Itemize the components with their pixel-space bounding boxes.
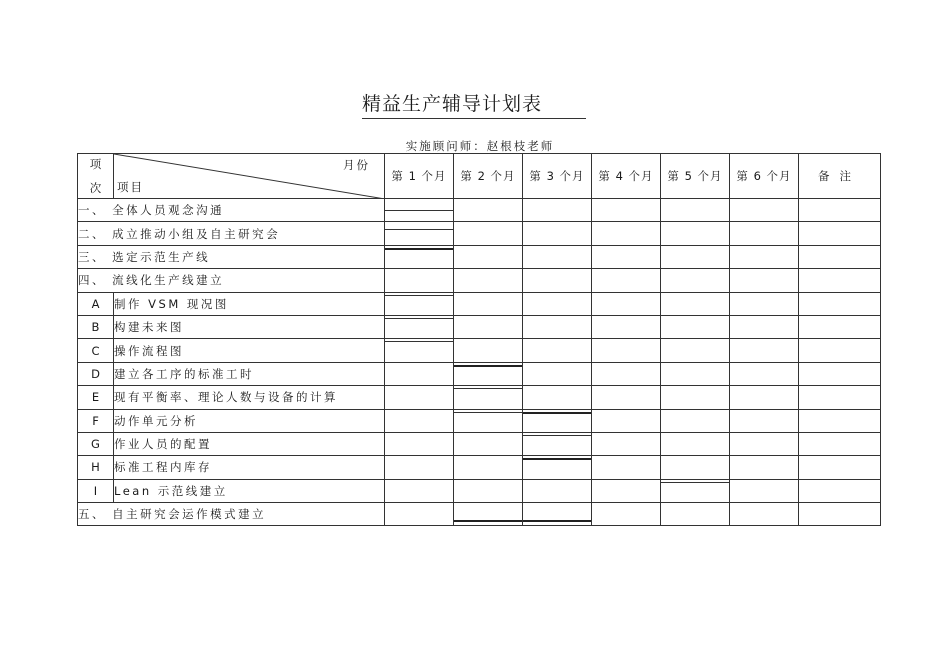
schedule-bar bbox=[385, 210, 453, 211]
month-cell-2 bbox=[454, 315, 523, 338]
month-header-5: 第 5 个月 bbox=[661, 154, 730, 199]
remark-header: 备注 bbox=[799, 154, 881, 199]
month-cell-5 bbox=[661, 479, 730, 502]
month-cell-5 bbox=[661, 199, 730, 222]
month-cell-4 bbox=[592, 409, 661, 432]
diagonal-header-cell bbox=[114, 154, 385, 199]
month-cell-4 bbox=[592, 315, 661, 338]
month-cell-2 bbox=[454, 199, 523, 222]
table-row bbox=[78, 339, 881, 362]
item-code: I bbox=[78, 479, 114, 502]
month-cell-2 bbox=[454, 432, 523, 455]
schedule-bar bbox=[454, 412, 522, 413]
month-cell-2 bbox=[454, 339, 523, 362]
table-row bbox=[78, 245, 881, 268]
table-row bbox=[78, 456, 881, 479]
remark-cell bbox=[799, 386, 881, 409]
schedule-bar bbox=[385, 318, 453, 319]
month-cell-2 bbox=[454, 222, 523, 245]
month-cell-2 bbox=[454, 362, 523, 385]
month-cell-3 bbox=[523, 339, 592, 362]
item-code: A bbox=[78, 292, 114, 315]
month-cell-1 bbox=[385, 222, 454, 245]
remark-cell bbox=[799, 222, 881, 245]
item-code: D bbox=[78, 362, 114, 385]
schedule-bar bbox=[385, 248, 453, 250]
month-cell-2 bbox=[454, 245, 523, 268]
schedule-bar bbox=[454, 388, 522, 389]
month-axis-label: 月份 bbox=[343, 158, 370, 172]
month-cell-4 bbox=[592, 362, 661, 385]
schedule-bar bbox=[523, 412, 591, 414]
schedule-bar bbox=[523, 458, 591, 460]
schedule-bar bbox=[385, 229, 453, 230]
month-cell-6 bbox=[730, 292, 799, 315]
section-label: 五、 自主研究会运作模式建立 bbox=[78, 503, 385, 526]
month-cell-1 bbox=[385, 315, 454, 338]
table-row bbox=[78, 222, 881, 245]
header-row bbox=[78, 154, 881, 199]
schedule-bar bbox=[454, 520, 522, 522]
remark-cell bbox=[799, 456, 881, 479]
month-cell-5 bbox=[661, 409, 730, 432]
month-cell-3 bbox=[523, 409, 592, 432]
table-row bbox=[78, 386, 881, 409]
schedule-bar bbox=[523, 520, 591, 522]
month-header-2: 第 2 个月 bbox=[454, 154, 523, 199]
month-cell-6 bbox=[730, 269, 799, 292]
month-cell-3 bbox=[523, 479, 592, 502]
item-label: 标准工程内库存 bbox=[114, 456, 385, 479]
table-row bbox=[78, 269, 881, 292]
month-cell-3 bbox=[523, 315, 592, 338]
schedule-bar bbox=[454, 365, 522, 367]
month-cell-5 bbox=[661, 245, 730, 268]
month-cell-3 bbox=[523, 362, 592, 385]
month-cell-6 bbox=[730, 199, 799, 222]
month-cell-6 bbox=[730, 432, 799, 455]
schedule-bar bbox=[385, 341, 453, 342]
month-cell-4 bbox=[592, 269, 661, 292]
month-cell-1 bbox=[385, 362, 454, 385]
month-cell-6 bbox=[730, 409, 799, 432]
month-cell-6 bbox=[730, 339, 799, 362]
remark-cell bbox=[799, 245, 881, 268]
item-label: 制作 VSM 现况图 bbox=[114, 292, 385, 315]
item-code: E bbox=[78, 386, 114, 409]
month-cell-1 bbox=[385, 199, 454, 222]
month-cell-3 bbox=[523, 245, 592, 268]
item-label: 建立各工序的标准工时 bbox=[114, 362, 385, 385]
document-title: 精益生产辅导计划表 bbox=[362, 92, 586, 119]
table-row bbox=[78, 315, 881, 338]
month-cell-6 bbox=[730, 315, 799, 338]
month-cell-1 bbox=[385, 479, 454, 502]
month-header-4: 第 4 个月 bbox=[592, 154, 661, 199]
item-code: F bbox=[78, 409, 114, 432]
table-row bbox=[78, 409, 881, 432]
month-cell-6 bbox=[730, 456, 799, 479]
item-label: 动作单元分析 bbox=[114, 409, 385, 432]
month-cell-3 bbox=[523, 222, 592, 245]
month-cell-2 bbox=[454, 456, 523, 479]
month-cell-2 bbox=[454, 386, 523, 409]
month-cell-4 bbox=[592, 503, 661, 526]
month-cell-6 bbox=[730, 386, 799, 409]
remark-cell bbox=[799, 362, 881, 385]
month-cell-6 bbox=[730, 362, 799, 385]
month-header-3: 第 3 个月 bbox=[523, 154, 592, 199]
schedule-bar bbox=[661, 482, 729, 483]
month-cell-3 bbox=[523, 503, 592, 526]
month-cell-5 bbox=[661, 386, 730, 409]
month-cell-5 bbox=[661, 269, 730, 292]
month-cell-1 bbox=[385, 292, 454, 315]
month-cell-3 bbox=[523, 269, 592, 292]
month-cell-1 bbox=[385, 456, 454, 479]
month-cell-1 bbox=[385, 339, 454, 362]
item-code: H bbox=[78, 456, 114, 479]
month-cell-4 bbox=[592, 386, 661, 409]
item-code: C bbox=[78, 339, 114, 362]
month-cell-2 bbox=[454, 479, 523, 502]
seq-header-top: 项 bbox=[89, 157, 102, 171]
month-cell-4 bbox=[592, 456, 661, 479]
month-cell-1 bbox=[385, 269, 454, 292]
month-cell-6 bbox=[730, 503, 799, 526]
remark-cell bbox=[799, 269, 881, 292]
month-cell-3 bbox=[523, 199, 592, 222]
month-cell-4 bbox=[592, 245, 661, 268]
section-label: 一、 全体人员观念沟通 bbox=[78, 199, 385, 222]
month-cell-2 bbox=[454, 269, 523, 292]
month-cell-3 bbox=[523, 292, 592, 315]
month-cell-1 bbox=[385, 409, 454, 432]
month-cell-4 bbox=[592, 432, 661, 455]
item-label: 现有平衡率、理论人数与设备的计算 bbox=[114, 386, 385, 409]
month-header-6: 第 6 个月 bbox=[730, 154, 799, 199]
month-cell-5 bbox=[661, 432, 730, 455]
remark-cell bbox=[799, 199, 881, 222]
month-cell-4 bbox=[592, 292, 661, 315]
month-cell-5 bbox=[661, 362, 730, 385]
month-cell-5 bbox=[661, 503, 730, 526]
table-row bbox=[78, 292, 881, 315]
schedule-bar bbox=[523, 435, 591, 436]
month-cell-5 bbox=[661, 292, 730, 315]
table-row bbox=[78, 503, 881, 526]
table-row bbox=[78, 432, 881, 455]
month-cell-1 bbox=[385, 432, 454, 455]
month-cell-4 bbox=[592, 479, 661, 502]
remark-cell bbox=[799, 503, 881, 526]
month-cell-2 bbox=[454, 292, 523, 315]
month-cell-3 bbox=[523, 432, 592, 455]
plan-table bbox=[77, 153, 881, 526]
month-header-1: 第 1 个月 bbox=[385, 154, 454, 199]
month-cell-2 bbox=[454, 409, 523, 432]
month-cell-6 bbox=[730, 245, 799, 268]
month-cell-3 bbox=[523, 456, 592, 479]
month-cell-5 bbox=[661, 456, 730, 479]
month-cell-1 bbox=[385, 386, 454, 409]
month-cell-5 bbox=[661, 339, 730, 362]
seq-header-cell bbox=[78, 154, 114, 199]
month-cell-6 bbox=[730, 479, 799, 502]
item-axis-label: 项目 bbox=[117, 180, 144, 194]
remark-cell bbox=[799, 409, 881, 432]
item-label: Lean 示范线建立 bbox=[114, 479, 385, 502]
month-cell-3 bbox=[523, 386, 592, 409]
remark-cell bbox=[799, 339, 881, 362]
month-cell-5 bbox=[661, 315, 730, 338]
item-code: B bbox=[78, 315, 114, 338]
table-row bbox=[78, 199, 881, 222]
remark-cell bbox=[799, 315, 881, 338]
month-cell-4 bbox=[592, 222, 661, 245]
item-code: G bbox=[78, 432, 114, 455]
item-label: 作业人员的配置 bbox=[114, 432, 385, 455]
table-row bbox=[78, 362, 881, 385]
remark-cell bbox=[799, 432, 881, 455]
month-cell-1 bbox=[385, 245, 454, 268]
section-label: 二、 成立推动小组及自主研究会 bbox=[78, 222, 385, 245]
month-cell-1 bbox=[385, 503, 454, 526]
table-row bbox=[78, 479, 881, 502]
month-cell-2 bbox=[454, 503, 523, 526]
seq-header-bottom: 次 bbox=[89, 181, 102, 195]
section-label: 三、 选定示范生产线 bbox=[78, 245, 385, 268]
schedule-bar bbox=[385, 295, 453, 296]
item-label: 操作流程图 bbox=[114, 339, 385, 362]
month-cell-4 bbox=[592, 339, 661, 362]
month-cell-5 bbox=[661, 222, 730, 245]
remark-cell bbox=[799, 479, 881, 502]
month-cell-4 bbox=[592, 199, 661, 222]
consultant-line: 实施顾问师：赵根枝老师 bbox=[405, 139, 555, 153]
section-label: 四、 流线化生产线建立 bbox=[78, 269, 385, 292]
remark-cell bbox=[799, 292, 881, 315]
month-cell-6 bbox=[730, 222, 799, 245]
item-label: 构建未来图 bbox=[114, 315, 385, 338]
